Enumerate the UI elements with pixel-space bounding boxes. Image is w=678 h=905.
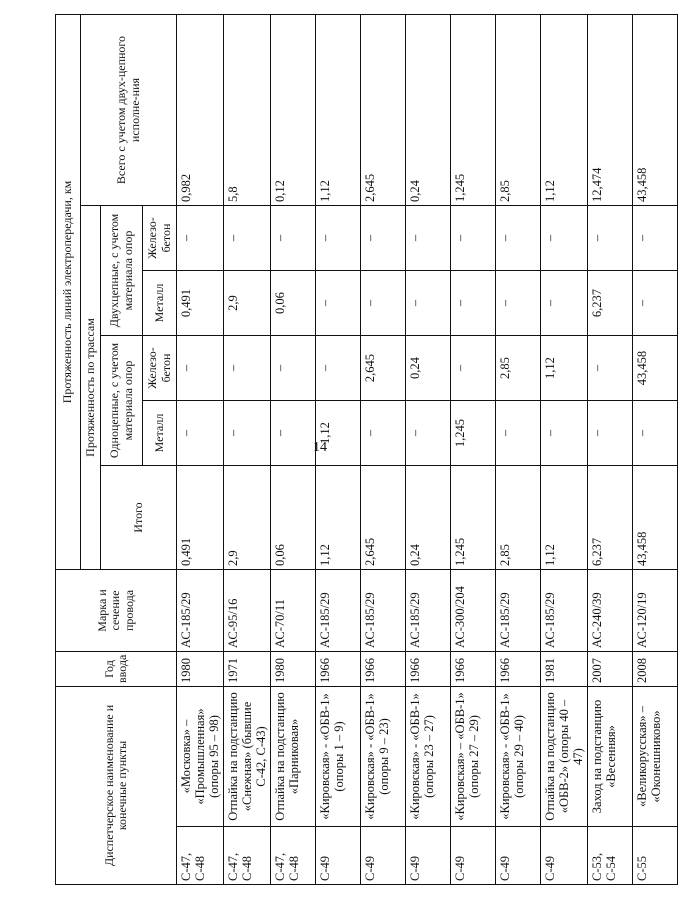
table-row (496, 15, 541, 885)
cell-year: 1980 (177, 652, 224, 687)
cell-single-metal: 1,245 (451, 401, 496, 466)
cell-wire-brand: АС-95/16 (224, 570, 271, 652)
cell-endpoints: «Кировская» - «ОБВ-1» (опоры 29 – 40) (496, 687, 541, 827)
cell-single-metal: – (633, 401, 678, 466)
cell-wire-brand: АС-185/29 (177, 570, 224, 652)
cell-double-concrete: – (496, 206, 541, 271)
table-body (177, 15, 678, 885)
cell-total-length: 0,24 (406, 466, 451, 570)
cell-single-metal: – (406, 401, 451, 466)
cell-endpoints: «Кировская» - «ОБВ-1» (опоры 1 – 9) (316, 687, 361, 827)
table-row (588, 15, 633, 885)
cell-total-length: 2,85 (496, 466, 541, 570)
header-routes: Протяженность по трассам (81, 206, 101, 570)
cell-single-concrete: – (588, 336, 633, 401)
cell-grand-total: 1,12 (541, 15, 588, 206)
cell-single-metal: – (496, 401, 541, 466)
table-row (451, 15, 496, 885)
header-single-concrete: Железо-бетон (143, 336, 177, 401)
cell-line-code: С-49 (361, 827, 406, 885)
cell-double-concrete: – (451, 206, 496, 271)
cell-double-metal: – (406, 271, 451, 336)
cell-total-length: 1,12 (541, 466, 588, 570)
cell-year: 1966 (451, 652, 496, 687)
cell-single-metal: – (361, 401, 406, 466)
table-row (361, 15, 406, 885)
header-year: Год ввода (56, 652, 177, 687)
cell-double-concrete: – (271, 206, 316, 271)
cell-wire-brand: АС-300/204 (451, 570, 496, 652)
cell-year: 1966 (406, 652, 451, 687)
table-row (177, 15, 224, 885)
cell-wire-brand: АС-70/11 (271, 570, 316, 652)
cell-line-code: С-47, С-48 (224, 827, 271, 885)
cell-double-metal: – (316, 271, 361, 336)
cell-endpoints: Отпайка на подстанцию «Парниковая» (271, 687, 316, 827)
header-single: Одноцепные, с учетом материала опор (101, 336, 143, 466)
cell-line-code: С-49 (451, 827, 496, 885)
cell-double-concrete: – (588, 206, 633, 271)
cell-grand-total: 2,645 (361, 15, 406, 206)
header-wire: Марка и сечение провода (56, 570, 177, 652)
cell-year: 1981 (541, 652, 588, 687)
cell-single-metal: – (541, 401, 588, 466)
table-row (316, 15, 361, 885)
cell-total-length: 2,645 (361, 466, 406, 570)
cell-line-code: С-49 (406, 827, 451, 885)
cell-single-concrete: 0,24 (406, 336, 451, 401)
rotated-table-container (55, 15, 663, 885)
cell-double-metal: 0,06 (271, 271, 316, 336)
cell-wire-brand: АС-185/29 (496, 570, 541, 652)
cell-double-metal: – (541, 271, 588, 336)
cell-single-metal: – (224, 401, 271, 466)
cell-grand-total: 0,12 (271, 15, 316, 206)
cell-double-metal: – (496, 271, 541, 336)
cell-year: 1971 (224, 652, 271, 687)
cell-endpoints: «Кировская» – «ОБВ-1» (опоры 27 – 29) (451, 687, 496, 827)
power-lines-table (55, 14, 678, 885)
cell-double-concrete: – (361, 206, 406, 271)
cell-line-code: С-49 (541, 827, 588, 885)
table-row (271, 15, 316, 885)
cell-double-concrete: – (541, 206, 588, 271)
cell-grand-total: 2,85 (496, 15, 541, 206)
cell-total-length: 0,491 (177, 466, 224, 570)
cell-double-metal: 0,491 (177, 271, 224, 336)
header-double-metal: Металл (143, 271, 177, 336)
cell-year: 2007 (588, 652, 633, 687)
header-total: Итого (101, 466, 177, 570)
cell-single-concrete: 1,12 (541, 336, 588, 401)
cell-year: 1966 (496, 652, 541, 687)
cell-grand-total: 1,245 (451, 15, 496, 206)
cell-grand-total: 43,458 (633, 15, 678, 206)
cell-double-metal: 2,9 (224, 271, 271, 336)
header-double-concrete: Железо-бетон (143, 206, 177, 271)
cell-double-concrete: – (316, 206, 361, 271)
cell-line-code: С-53, С-54 (588, 827, 633, 885)
cell-line-code: С-55 (633, 827, 678, 885)
cell-total-length: 1,245 (451, 466, 496, 570)
table-row (633, 15, 678, 885)
cell-single-concrete: – (316, 336, 361, 401)
cell-single-concrete: 43,458 (633, 336, 678, 401)
cell-grand-total: 1,12 (316, 15, 361, 206)
cell-wire-brand: АС-240/39 (588, 570, 633, 652)
cell-grand-total: 0,24 (406, 15, 451, 206)
cell-double-metal: – (451, 271, 496, 336)
header-grand-total: Всего с учетом двух-цепного исполне-ния (81, 15, 177, 206)
cell-year: 1980 (271, 652, 316, 687)
cell-endpoints: «Великорусская» – «Оконешниково» (633, 687, 678, 827)
table-row (224, 15, 271, 885)
page-number: 14 (313, 440, 327, 455)
cell-total-length: 43,458 (633, 466, 678, 570)
cell-wire-brand: АС-185/29 (406, 570, 451, 652)
cell-double-metal: – (633, 271, 678, 336)
cell-single-concrete: 2,85 (496, 336, 541, 401)
cell-single-concrete: – (451, 336, 496, 401)
cell-year: 1966 (361, 652, 406, 687)
cell-double-concrete: – (177, 206, 224, 271)
table-row (541, 15, 588, 885)
cell-grand-total: 5,8 (224, 15, 271, 206)
cell-endpoints: Отпайка на подстанцию «Снежная» (бывшие С-42, С-43) (224, 687, 271, 827)
cell-endpoints: Заход на подстанцию «Весенняя» (588, 687, 633, 827)
cell-wire-brand: АС-185/29 (316, 570, 361, 652)
rotated-table (55, 15, 663, 885)
header-single-metal: Металл (143, 401, 177, 466)
cell-single-concrete: – (224, 336, 271, 401)
cell-year: 2008 (633, 652, 678, 687)
cell-single-metal: 1,12 (316, 401, 361, 466)
cell-total-length: 0,06 (271, 466, 316, 570)
header-length: Протяженность линий электропередачи, км (56, 15, 81, 570)
cell-single-concrete: – (271, 336, 316, 401)
cell-year: 1966 (316, 652, 361, 687)
cell-double-concrete: – (633, 206, 678, 271)
cell-total-length: 6,237 (588, 466, 633, 570)
cell-single-concrete: 2,645 (361, 336, 406, 401)
cell-single-metal: – (271, 401, 316, 466)
cell-endpoints: «Кировская» - «ОБВ-1» (опоры 9 – 23) (361, 687, 406, 827)
cell-line-code: С-49 (496, 827, 541, 885)
cell-endpoints: «Московка» – «Промышленная» (опоры 95 – 98) (177, 687, 224, 827)
cell-line-code: С-49 (316, 827, 361, 885)
cell-line-code: С-47, С-48 (177, 827, 224, 885)
cell-double-concrete: – (224, 206, 271, 271)
cell-endpoints: «Кировская» - «ОБВ-1» (опоры 23 – 27) (406, 687, 451, 827)
header-name: Диспетчерское наименование и конечные пункты (56, 687, 177, 885)
cell-wire-brand: АС-185/29 (541, 570, 588, 652)
cell-wire-brand: АС-120/19 (633, 570, 678, 652)
cell-grand-total: 12,474 (588, 15, 633, 206)
cell-wire-brand: АС-185/29 (361, 570, 406, 652)
cell-total-length: 2,9 (224, 466, 271, 570)
header-double: Двухцепные, с учетом материала опор (101, 206, 143, 336)
cell-endpoints: Отпайка на подстанцию «ОБВ-2» (опоры 40 – 47) (541, 687, 588, 827)
table-row (406, 15, 451, 885)
cell-double-metal: – (361, 271, 406, 336)
cell-total-length: 1,12 (316, 466, 361, 570)
cell-single-metal: – (177, 401, 224, 466)
cell-single-concrete: – (177, 336, 224, 401)
cell-line-code: С-47, С-48 (271, 827, 316, 885)
cell-grand-total: 0,982 (177, 15, 224, 206)
cell-double-concrete: – (406, 206, 451, 271)
cell-double-metal: 6,237 (588, 271, 633, 336)
cell-single-metal: – (588, 401, 633, 466)
